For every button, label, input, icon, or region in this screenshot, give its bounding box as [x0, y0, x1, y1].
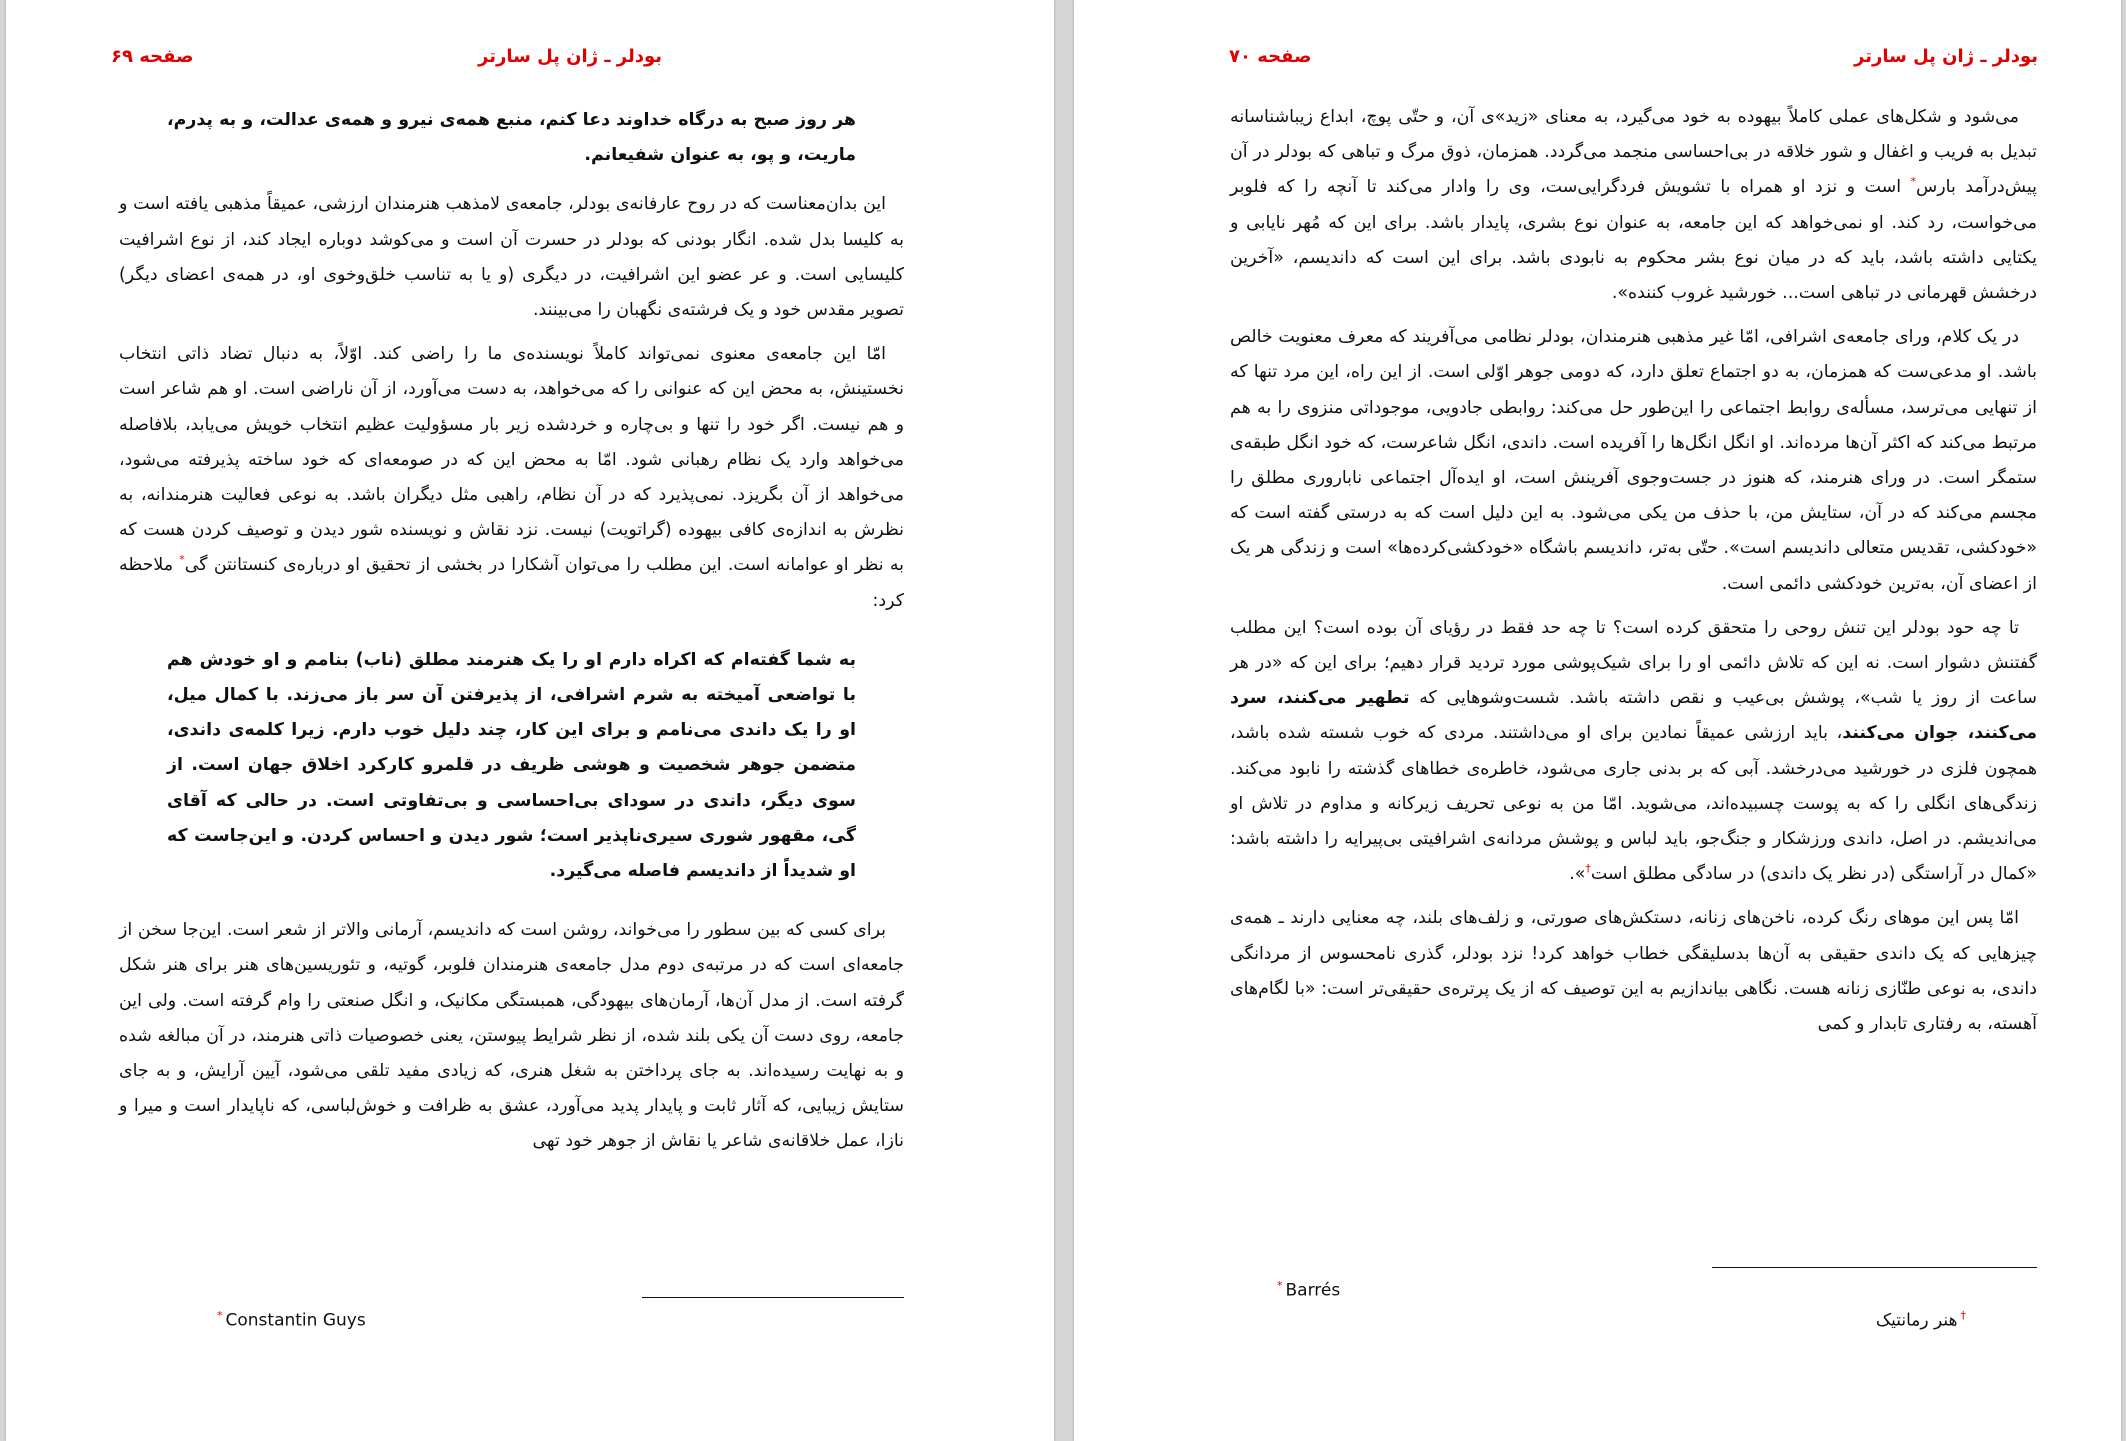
footnote-marker[interactable]: * — [179, 553, 185, 567]
left-page — [6, 0, 1054, 1441]
paragraph-text: امّا این جامعه‌ی معنوی نمی‌تواند کاملاً نویسنده‌ی ما را راضی کند. اوّلاً، به دنبال تضاد ذاتی انتخاب نخستینش، به محض این که عنوانی را که می‌خواهد، به دست می‌آورد، از آن ناراضی است. او هم شاعر است و هم نیست. اگر خود را تنها و بی‌چاره و خردشده زیر بار مسؤولیت عظیم انتخاب خویش می‌یابد، بلافاصله می‌خواهد وارد یک نظام رهبانی شود. امّا به محض این که در صومعه‌ای که خود ساخته پذیرفته می‌شود، می‌خواهد از آن بگریزد. نمی‌پذیرد که در آن نظام، راهبی مثل دیگران باشد. به نوعی فعالیت هنرمندانه، به نظرش به اندازه‌ی کافی بیهوده (گراتویت) نیست. نزد نقاش و نویسنده شور دیدن و توصیف کردن هست که به نظر او عوامانه است. این مطلب را می‌توان آشکارا در بخشی از تحقیق او درباره‌ی کنستانتن گی — [119, 344, 904, 576]
running-header-title: بودلر ـ ژان پل سارتر — [1854, 46, 2038, 67]
right-page — [1074, 0, 2121, 1441]
paragraph-text: است و نزد او همراه با تشویش فردگرایی‌ست، وی را وادار می‌کند تا آنچه را که فلوبر می‌خواست، رد کند. او نمی‌خواهد که این جامعه، به عنوان نوع بشری، پایدار باشد. برای این که مُهر نایابی و یکتایی داشته باشد، باید که در میان نوع بشر محکوم به نابودی باشد. برای این است که داندیسم، «آخرین درخشش قهرمانی در تباهی است... خورشید غروب کننده». — [1230, 177, 2037, 304]
page-number: صفحه ۶۹ — [111, 46, 194, 67]
page-number: صفحه ۷۰ — [1229, 46, 1312, 67]
paragraph: امّا پس این موهای رنگ کرده، ناخن‌های زنانه، دستکش‌های صورتی، و زلف‌های بلند، چه معنایی دارند ـ همه‌ی چیزهایی که یک داندی حقیقی به آن‌ها بدسلیقگی خطاب خواهد کرد! نزد بودلر، گذری نامحسوس از مردانگی داندی، به نوعی طنّازی زنانه هست. نگاهی بیاندازیم به این توصیف که از یک پرتره‌ی حقیقی‌تر است: «با لگام‌های آهسته، به رفتاری تابدار و کمی — [1230, 908, 2037, 1035]
block-quote: هر روز صبح به درگاه خداوند دعا کنم، منبع همه‌ی نیرو و همه‌ی عدالت، و به پدرم، ماریت، و پو، به عنوان شفیعانم. — [167, 110, 856, 166]
paragraph-text: ، باید ارزشی عمیقاً نمادین برای او می‌داشتند. مردی که خوب شسته شده باشد، همچون فلزی در خورشید می‌درخشد. آبی که بر بدنی جاری می‌شود، خاطره‌ی خطاهای گذشته را نابود می‌کند. زندگی‌های انگلی را که به پوست چسبیده‌اند، می‌شوید. امّا من به نوعی تحریف زیرکانه و مداوم در تلاش او می‌اندیشم. در اصل، داندی ورزشکار و جنگ‌جو، باید لباس و پوشش مردانه‌ی اشرافیتی بی‌پیرایه را داشته باشد: «کمال در آراستگی (در نظر یک داندی) در سادگی مطلق است — [1230, 723, 2037, 885]
footnote-marker[interactable]: † — [1585, 862, 1591, 876]
paragraph-tail: ». — [1569, 864, 1586, 885]
block-quote: به شما گفته‌ام که اکراه دارم او را یک هنرمند مطلق (ناب) بنامم و او خودش هم با تواضعی آمیخته به شرم اشرافی، از پذیرفتن آن سر باز می‌زند. با کمال میل، او را یک داندی می‌نامم و برای این کار، چند دلیل خوب دارم. زیرا کلمه‌ی داندی، متضمن جوهر شخصیت و هوشی ظریف در قلمرو کارکرد اخلاق جهان است. از سوی دیگر، داندی در سودای بی‌احساسی و بی‌تفاوتی است. در حالی که آقای گی، مقهور شوری سیری‌ناپذیر است؛ شور دیدن و احساس کردن. و این‌جاست که او شدیداً از داندیسم فاصله می‌گیرد. — [167, 649, 856, 882]
page-body — [119, 103, 904, 1169]
paragraph-text: تا چه حود بودلر این تنش روحی را متحقق کرده است؟ تا چه حد فقط در رؤیای آن بوده است؟ این مطلب گفتنش دشوار است. نه این که تلاش دائمی او را برای شیک‌پوشی مورد تردید قرار دهیم؛ برای این که «در هر ساعت از روز یا شب»، پوشش بی‌عیب و نقص داشته باشد. شست‌وشوهایی که — [1230, 617, 2037, 709]
footnote-text: Constantin Guys — [225, 1310, 366, 1331]
paragraph: در یک کلام، ورای جامعه‌ی اشرافی، امّا غیر مذهبی هنرمندان، بودلر نظامی می‌آفریند که معرف معنویت خالص باشد. او مدعی‌ست که همزمان، به دو اجتماع تعلق دارد، که دومی جوهر اوّلی است. از این راه، این مرد تنها که از تنهایی می‌ترسد، مسأله‌ی روابط اجتماعی را این‌طور حل می‌کند: روابطی جادویی، موجوداتی منزوی را به هم مرتبط می‌کند که اکثر آن‌ها مرده‌اند. او انگل انگل‌ها را آفریده است. داندی، انگل شاعرست، که خود انگل طبقه‌ی ستمگر است. در ورای هنرمند، که هنوز در جست‌وجوی آفرینش است، او ایده‌آل اجتماعی ناباروری مطلق را مجسم می‌کند که در آن، ستایش من، با حذف من یکی می‌شود. به این دلیل است که به درستی گفته است که «خودکشی، تقدیس متعالی داندیسم است». حتّی به‌تر، داندیسم باشگاه «خودکشی‌کرده‌ها» است و زندگی هر یک از اعضای آن، به‌ترین خودکشی دائمی است. — [1230, 327, 2037, 594]
page-body — [1230, 100, 2037, 1051]
footnote — [1274, 1273, 1340, 1304]
footnote-mark: * — [1277, 1279, 1283, 1292]
footnote-divider — [642, 1297, 904, 1298]
paragraph-text: می‌شود و شکل‌های عملی کاملاً بیهوده به خود می‌گیرد، به معنای «زید»ی آن، و حتّی پوچ، ابداع زیباشناسانه تبدیل به فریب و اغفال و شور خلاقه در بی‌احساسی منجمد می‌گردد. همزمان، ذوق مرگ و تباهی که بودلر در آن پیش‌درآمد بارس — [1230, 107, 2037, 198]
footnote-mark: * — [217, 1309, 223, 1322]
footnote — [214, 1303, 366, 1334]
paragraph — [1230, 611, 2037, 893]
footnote-mark: † — [1960, 1309, 1966, 1322]
paragraph-tail: ملاحظه کرد: — [119, 555, 904, 611]
bold-phrase: تطهیر می‌کنند، سرد می‌کنند، جوان می‌کنند — [1230, 688, 2037, 744]
footnote — [1876, 1303, 1969, 1334]
footnote-text: Barrés — [1285, 1280, 1341, 1301]
running-header-title: بودلر ـ ژان پل سارتر — [478, 46, 662, 67]
footnote-marker[interactable]: * — [1910, 175, 1917, 189]
footnote-divider — [1712, 1267, 2037, 1268]
paragraph: برای کسی که بین سطور را می‌خواند، روشن است که داندیسم، آرمانی والاتر از شعر است. این‌جا سخن از جامعه‌ای است که در مرتبه‌ی دوم مدل جامعه‌ی هنرمندان فلوبر، گوتیه، و تئوریسین‌های هنر برای هنر شکل گرفته است. از مدل آن‌ها، آرمان‌های بیهودگی، همبستگی مکانیک، و انگل صنعتی را وام گرفته است. ولی این جامعه، روی دست آن یکی بلند شده، از نظر شرایط پیوستن، یعنی خصوصیات ذاتی هنرمند، در آن مبالغه شده و به نهایت رسیده‌اند. به جای پرداختن به شغل هنری، که زیادی مفید تلقی می‌شود، آیین آرایش، و به جای ستایش زیبایی، که آثار ثابت و پایدار پدید می‌آورد، عشق به ظرافت و خوش‌لباسی، که ناپایدار است و میرا و نازا، عمل خلاقانه‌ی شاعر یا نقاش از جوهر خود تهی — [119, 920, 904, 1152]
paragraph: این بدان‌معناست که در روح عارفانه‌ی بودلر، جامعه‌ی لامذهب هنرمندان ارزشی، عمیقاً مذهبی یافته است و به کلیسا بدل شده. انگار بودنی که بودلر در حسرت آن است و می‌کوشد دوباره ایجاد کند، از نوع اشرافیت کلیسایی است. و عر عضو این اشرافیت، در دیگری (و یا به تناسب خلق‌وخوی او، در همه‌ی اعضای دیگر) تصویر مقدس خود و یک فرشته‌ی نگهبان را می‌بینند. — [119, 194, 904, 321]
paragraph — [1230, 100, 2037, 311]
paragraph — [119, 337, 904, 619]
footnote-text: هنر رمانتیک — [1875, 1310, 1958, 1331]
